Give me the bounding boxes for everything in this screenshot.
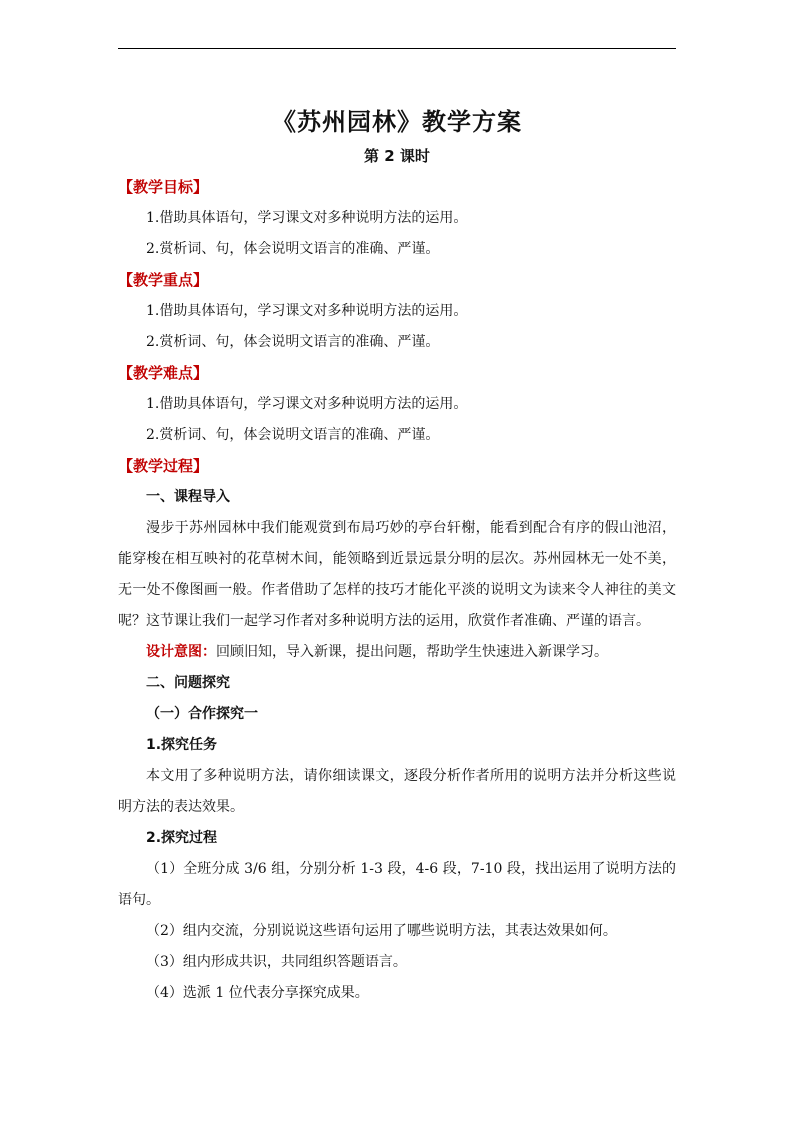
document-title: 《苏州园林》教学方案 <box>272 108 522 136</box>
steps-heading: 2.探究过程 <box>146 830 218 846</box>
difficulty-item: 1.借助具体语句，学习课文对多种说明方法的运用。 <box>146 396 468 412</box>
inquiry-heading: 二、问题探究 <box>146 675 230 691</box>
process-heading: 【教学过程】 <box>118 457 209 475</box>
key-point-item: 2.赏析词、句，体会说明文语言的准确、严谨。 <box>146 334 440 350</box>
intro-heading: 一、课程导入 <box>146 489 230 505</box>
objective-item: 2.赏析词、句，体会说明文语言的准确、严谨。 <box>146 241 440 257</box>
key-point-item: 1.借助具体语句，学习课文对多种说明方法的运用。 <box>146 303 468 319</box>
lesson-number: 第 2 课时 <box>364 147 430 165</box>
task-heading: 1.探究任务 <box>146 737 218 753</box>
intro-paragraph: 漫步于苏州园林中我们能观赏到布局巧妙的亭台轩榭，能看到配合有序的假山池沼，能穿梭在相互映衬的花草树木间，能领略到近景远景分明的层次。苏州园林无一处不美，无一处不像图画一般。作者借助了怎样的技巧才能化平淡的说明文为读来令人神往的美文呢？这节课让我们一起学习作者对多种说明方法的运用，欣赏作者准确、严谨的语言。 <box>118 520 676 629</box>
design-intent-label: 设计意图： <box>146 644 216 660</box>
step-item: （4）选派 1 位代表分享探究成果。 <box>146 985 369 1001</box>
difficulties-heading: 【教学难点】 <box>118 364 209 382</box>
step-item: （1）全班分成 3/6 组，分别分析 1-3 段，4-6 段，7-10 段，找出运用了说明方法的语句。 <box>118 861 676 908</box>
objective-item: 1.借助具体语句，学习课文对多种说明方法的运用。 <box>146 210 468 226</box>
document-body <box>118 172 676 1009</box>
task-paragraph: 本文用了多种说明方法，请你细读课文，逐段分析作者所用的说明方法并分析这些说明方法的表达效果。 <box>118 768 676 815</box>
design-intent-text: 回顾旧知，导入新课，提出问题，帮助学生快速进入新课学习。 <box>216 644 608 660</box>
header-rule <box>118 48 676 49</box>
step-item: （3）组内形成共识，共同组织答题语言。 <box>146 954 407 970</box>
coop-inquiry-heading: （一）合作探究一 <box>146 706 258 722</box>
objectives-heading: 【教学目标】 <box>118 178 209 196</box>
difficulty-item: 2.赏析词、句，体会说明文语言的准确、严谨。 <box>146 427 440 443</box>
key-points-heading: 【教学重点】 <box>118 271 209 289</box>
design-intent <box>118 637 676 668</box>
step-item: （2）组内交流，分别说说这些语句运用了哪些说明方法，其表达效果如何。 <box>146 923 617 939</box>
